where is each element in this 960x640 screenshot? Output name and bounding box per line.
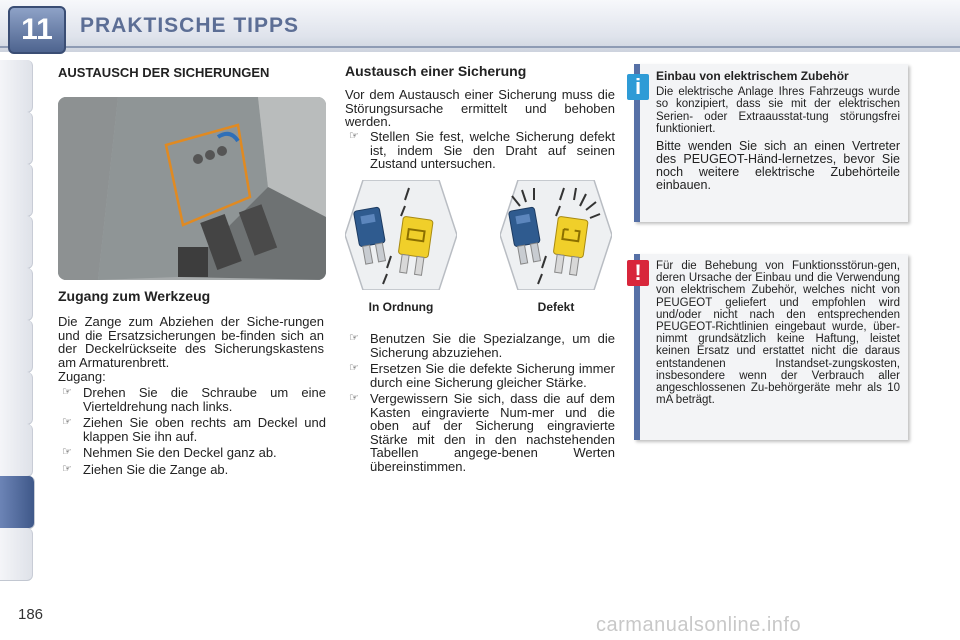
chapter-tab[interactable] xyxy=(0,60,33,113)
info-title: Einbau von elektrischem Zubehör xyxy=(656,69,849,83)
list-item: ☞ Vergewissern Sie sich, dass die auf dem Kasten eingravierte Num-mer und die oben auf der Sicherung eingravierte Stärke mit den in den nachstehenden Tabellen angege-benen Werten übereinstimmen. xyxy=(349,391,615,474)
info-paragraph-1: Die elektrische Anlage Ihres Fahrzeugs wurde so konzipiert, dass sie mit der elektrischen Serien- oder Extraausstat-tung störungsfrei funktioniert. xyxy=(656,86,900,135)
replace-step-first xyxy=(345,130,615,174)
replace-intro: Vor dem Austausch einer Sicherung muss die Störungsursache ermittelt und behoben werden. xyxy=(345,87,615,129)
replace-heading: Austausch einer Sicherung xyxy=(345,63,527,79)
list-item: ☞ Benutzen Sie die Spezialzange, um die Sicherung abzuziehen. xyxy=(349,331,615,360)
chapter-tab[interactable] xyxy=(0,528,33,581)
chapter-tab[interactable] xyxy=(0,424,33,477)
pointing-hand-icon: ☞ xyxy=(349,332,359,344)
chapter-badge: 11 xyxy=(8,6,66,54)
pointing-hand-icon: ☞ xyxy=(349,392,359,404)
access-subheading: Zugang zum Werkzeug xyxy=(58,288,211,304)
header-divider xyxy=(0,46,960,48)
pointing-hand-icon: ☞ xyxy=(62,446,72,458)
pointing-hand-icon: ☞ xyxy=(62,386,72,398)
fuse-defect-illustration xyxy=(500,180,612,290)
watermark: carmanualsonline.info xyxy=(596,614,802,636)
chapter-tab[interactable] xyxy=(0,320,33,373)
fusebox-photo xyxy=(58,97,326,280)
section-heading: AUSTAUSCH DER SICHERUNGEN xyxy=(58,65,270,80)
chapter-tabs xyxy=(0,60,34,580)
chapter-tab[interactable] xyxy=(0,372,33,425)
pointing-hand-icon: ☞ xyxy=(62,462,72,475)
list-item: ☞ Stellen Sie fest, welche Sicherung defekt ist, indem Sie den Draht auf seinen Zustand untersuchen. xyxy=(349,129,615,171)
list-item: ☞ Nehmen Sie den Deckel ganz ab. xyxy=(62,445,277,460)
warning-box xyxy=(634,254,908,440)
list-item: ☞ Ziehen Sie die Zange ab. xyxy=(62,461,229,477)
access-steps xyxy=(58,386,326,479)
chapter-tab[interactable] xyxy=(0,164,33,217)
caption-ok: In Ordnung xyxy=(368,300,434,314)
chapter-tab[interactable] xyxy=(0,112,33,165)
warning-text: Für die Behebung von Funktionsstörun-gen, deren Ursache der Einbau und die Verwendung von elektrischem Zubehör, welches nicht von PEUGEOT geliefert und empfohlen wird und/oder nicht nach den entsprechenden PEUGEOT-Richtlinien eingebaut wurde, über-nimmt grundsätzlich keine Haftung, leistet keinen Ersatz und erstattet nicht die daraus entstandenen Instandset-zungskosten, insbesondere wenn der Verbrauch aller angeschlossenen Zu-behörgeräte mehr als 10 mA beträgt. xyxy=(656,260,900,407)
list-item: ☞ Ziehen Sie oben rechts am Deckel und klappen Sie ihn auf. xyxy=(62,415,326,444)
access-intro: Die Zange zum Abziehen der Siche-rungen und die Ersatzsicherungen be-finden sich an der Deckelrückseite des Sicherungskastens am Armaturenbrett. xyxy=(58,314,324,370)
list-item: ☞ Drehen Sie die Schraube um eine Vierteldrehung nach links. xyxy=(62,385,326,414)
page-number: 186 xyxy=(18,606,44,623)
info-icon: i xyxy=(627,74,649,100)
fuse-ok-illustration xyxy=(345,180,457,290)
info-paragraph-2: Bitte wenden Sie sich an einen Vertreter des PEUGEOT-Händ-lernetzes, bevor Sie noch weitere elektrische Zubehörteile einbauen. xyxy=(656,139,900,193)
chapter-title: PRAKTISCHE TIPPS xyxy=(80,14,300,37)
caption-defect: Defekt xyxy=(537,300,575,314)
list-item: ☞ Ersetzen Sie die defekte Sicherung immer durch eine Sicherung gleicher Stärke. xyxy=(349,361,615,390)
chapter-tab[interactable] xyxy=(0,216,33,269)
info-box xyxy=(634,64,908,222)
pointing-hand-icon: ☞ xyxy=(349,130,359,142)
chapter-tab-active[interactable] xyxy=(0,476,35,529)
access-label: Zugang: xyxy=(58,369,106,384)
replace-steps xyxy=(345,332,615,476)
pointing-hand-icon: ☞ xyxy=(62,416,72,428)
pointing-hand-icon: ☞ xyxy=(349,362,359,374)
warning-icon: ! xyxy=(627,260,649,286)
chapter-tab[interactable] xyxy=(0,268,33,321)
